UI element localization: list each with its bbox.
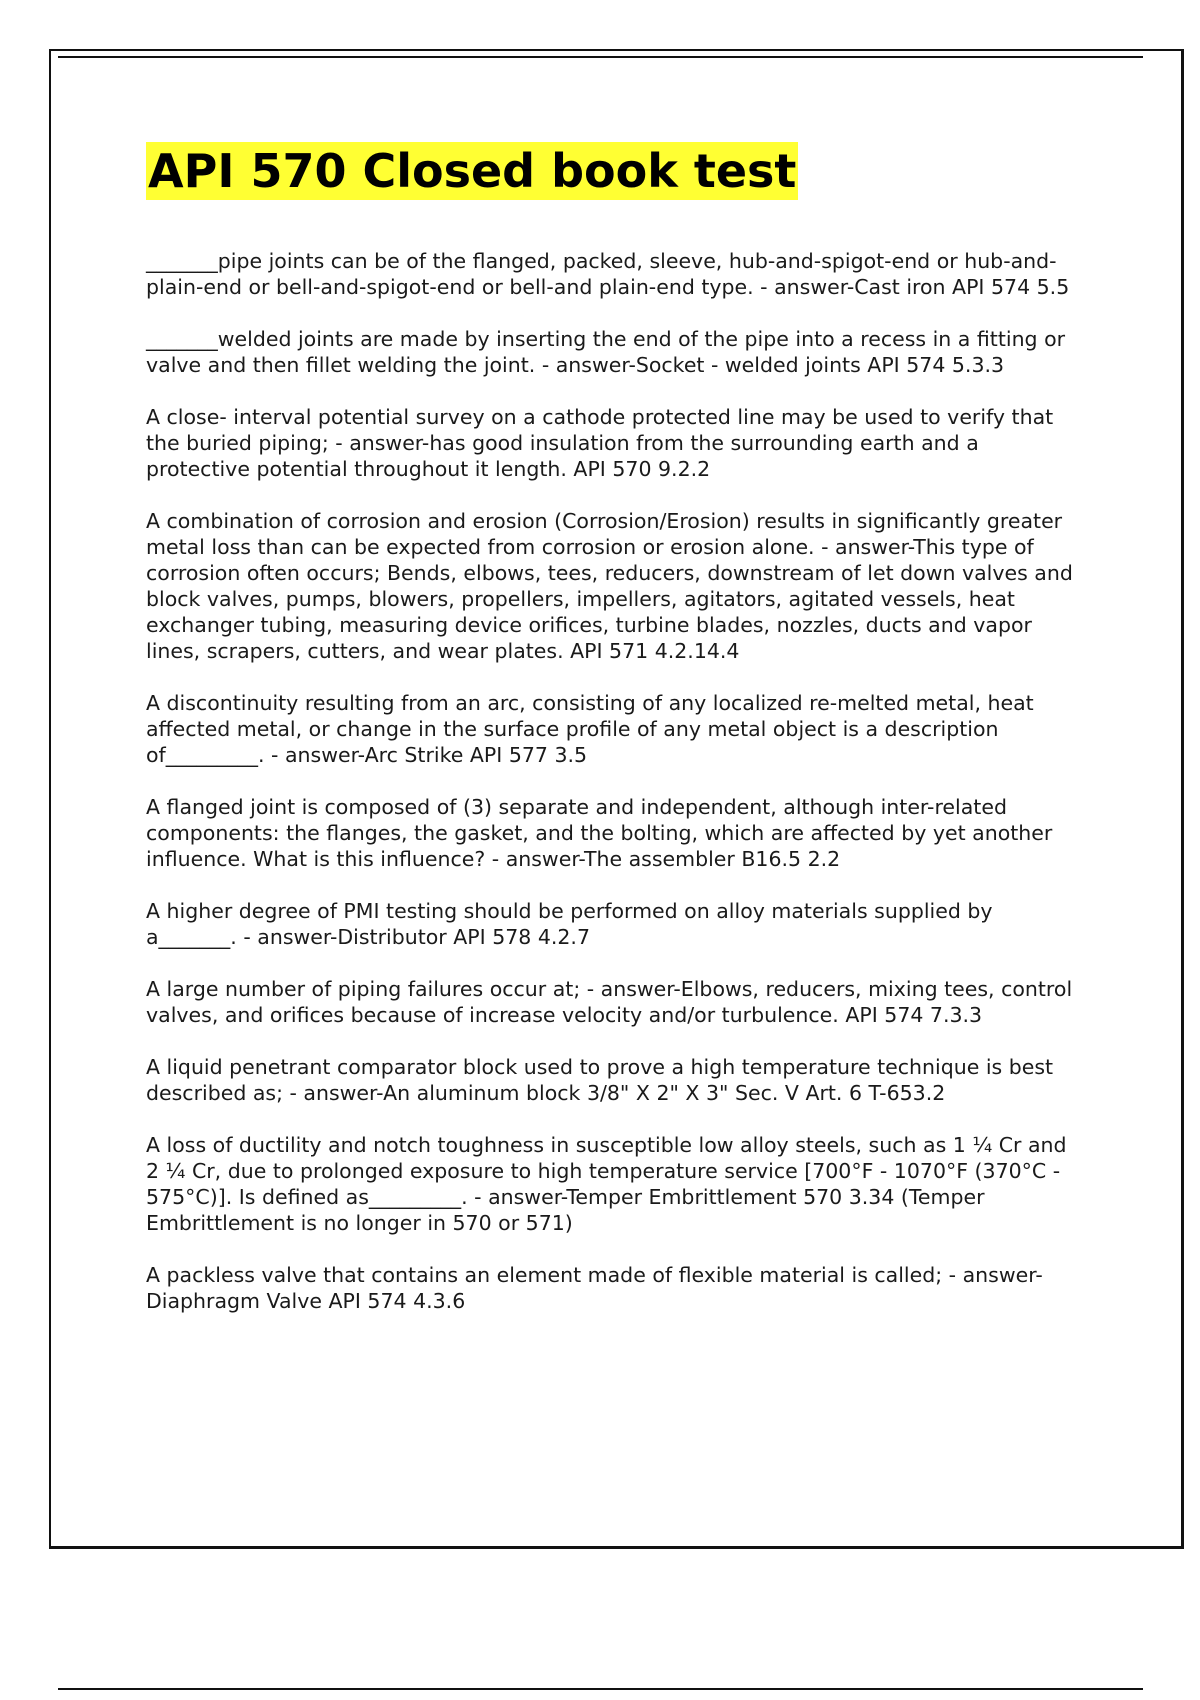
question-item: A close- interval potential survey on a cathode protected line may be used to verify that the buried piping; - answer-has good insulation from the surrounding earth and a protective potential throughout it length. API 570 9.2.2	[146, 405, 1060, 481]
document-body	[146, 142, 1086, 1340]
question-item: A large number of piping failures occur at; - answer-Elbows, reducers, mixing tees, control valves, and orifices because of increase velocity and/or turbulence. API 574 7.3.3	[146, 977, 1079, 1027]
question-item: A loss of ductility and notch toughness in susceptible low alloy steels, such as 1 ¼ Cr and 2 ¼ Cr, due to prolonged exposure to high temperature service [700°F - 1070°F (370°C - 575°C)]. Is defined as_________. - answer-Temper Embrittlement 570 3.34 (Temper Embrittlement is no longer in 570 or 571)	[146, 1133, 1074, 1235]
question-item: A liquid penetrant comparator block used to prove a high temperature technique is best described as; - answer-An aluminum block 3/8" X 2" X 3" Sec. V Art. 6 T-653.2	[146, 1055, 1060, 1105]
footer-rule	[58, 1688, 1143, 1690]
page-title: API 570 Closed book test	[148, 144, 797, 198]
question-item: _______pipe joints can be of the flanged, packed, sleeve, hub-and-spigot-end or hub-and-plain-end or bell-and-spigot-end or bell-and plain-end type. - answer-Cast iron API 574 5.5	[146, 249, 1070, 299]
question-item: A discontinuity resulting from an arc, consisting of any localized re-melted metal, heat affected metal, or change in the surface profile of any metal object is a description of_________. - answer-Arc Strike API 577 3.5	[146, 691, 1041, 767]
question-item: A packless valve that contains an element made of flexible material is called; - answer-Diaphragm Valve API 574 4.3.6	[146, 1263, 1043, 1313]
question-item: A flanged joint is composed of (3) separate and independent, although inter-related components: the flanges, the gasket, and the bolting, which are affected by yet another influence. What is this influence? - answer-The assembler B16.5 2.2	[146, 795, 1059, 871]
question-item: _______welded joints are made by inserting the end of the pipe into a recess in a fitting or valve and then fillet welding the joint. - answer-Socket - welded joints API 574 5.3.3	[146, 327, 1072, 377]
question-item: A combination of corrosion and erosion (Corrosion/Erosion) results in significantly greater metal loss than can be expected from corrosion or erosion alone. - answer-This type of corrosion often occurs; Bends, elbows, tees, reducers, downstream of let down valves and block valves, pumps, blowers, propellers, impellers, agitators, agitated vessels, heat exchanger tubing, measuring device orifices, turbine blades, nozzles, ducts and vapor lines, scrapers, cutters, and wear plates. API 571 4.2.14.4	[146, 509, 1080, 663]
question-list	[146, 248, 1086, 1314]
question-item: A higher degree of PMI testing should be performed on alloy materials supplied by a_______. - answer-Distributor API 578 4.2.7	[146, 899, 1000, 949]
